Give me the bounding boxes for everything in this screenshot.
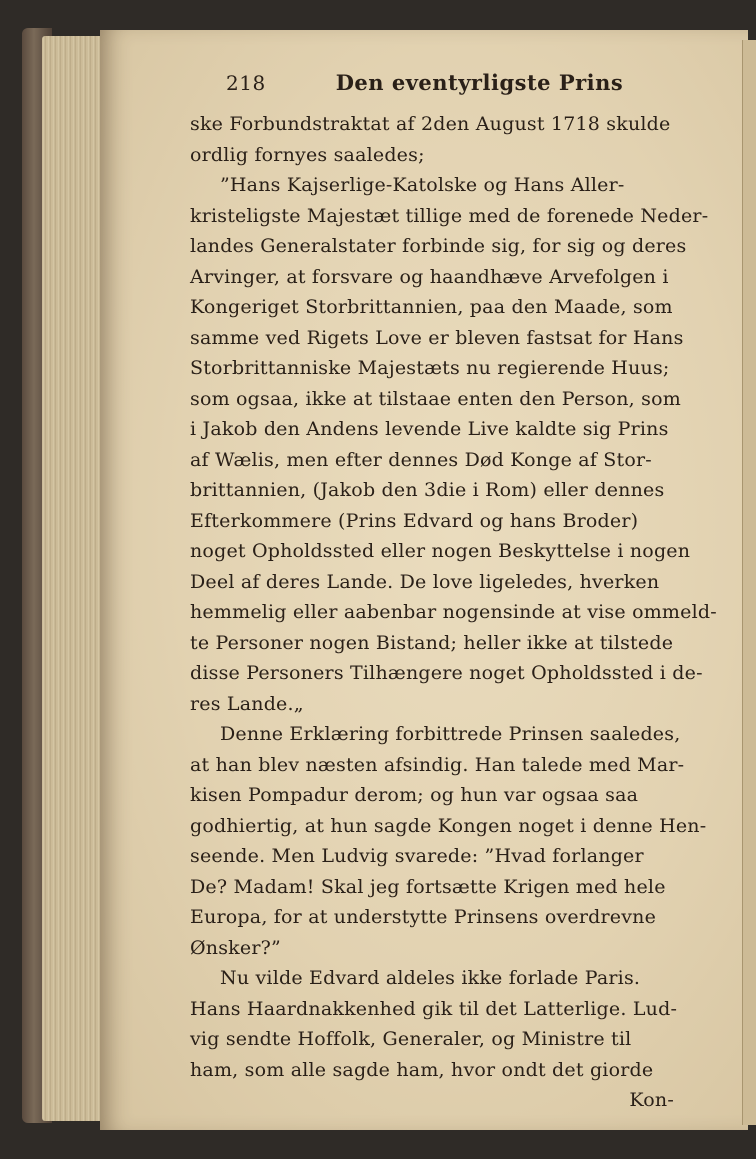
text-line: Hans Haardnakkenhed gik til det Latterlige. Lud- (190, 997, 678, 1020)
text-line: som ogsaa, ikke at tilstaae enten den Person, som (190, 387, 681, 410)
right-page-edge (742, 40, 756, 1125)
text-line: disse Personers Tilhængere noget Opholdssted i de- (190, 662, 703, 684)
text-line: Kongeriget Storbrittannien, paa den Maade, som (190, 296, 673, 318)
text-line: Nu vilde Edvard aldeles ikke forlade Paris. (220, 967, 641, 989)
text-line: landes Generalstater forbinde sig, for sig og deres (190, 235, 687, 257)
text-line: i Jakob den Andens levende Live kaldte sig Prins (190, 418, 669, 440)
text-line: samme ved Rigets Love er bleven fastsat for Hans (190, 326, 684, 349)
text-line: noget Opholdssted eller nogen Beskyttelse i nogen (190, 540, 691, 562)
text-line: Ønsker?” (190, 936, 281, 959)
text-line: ske Forbundstraktat af 2den August 1718 skulde (190, 113, 671, 135)
text-line: Denne Erklæring forbittrede Prinsen saaledes, (220, 723, 681, 745)
text-line: Efterkommere (Prins Edvard og hans Broder) (190, 509, 639, 532)
text-line: vig sendte Hoffolk, Generaler, og Ministre til (190, 1028, 632, 1050)
text-line: Europa, for at understytte Prinsens overdrevne (190, 906, 657, 928)
catchword: Kon- (629, 1089, 674, 1111)
text-line: Arvinger, at forsvare og haandhæve Arvefolgen i (190, 265, 669, 288)
text-line: brittannien, (Jakob den 3die i Rom) eller dennes (190, 479, 665, 501)
text-line: at han blev næsten afsindig. Han talede med Mar- (190, 753, 685, 776)
text-line: res Lande.„ (190, 692, 304, 715)
text-line: Storbrittanniske Majestæts nu regierende Huus; (190, 357, 670, 379)
text-line: hemmelig eller aabenbar nogensinde at vise ommeld- (190, 601, 717, 623)
text-line: ordlig fornyes saaledes; (190, 143, 425, 166)
running-header (226, 70, 680, 95)
text-line: seende. Men Ludvig svarede: ”Hvad forlanger (190, 845, 644, 867)
text-line: te Personer nogen Bistand; heller ikke at tilstede (190, 631, 674, 654)
page-number: 218 (226, 71, 266, 95)
text-line: kisen Pompadur derom; og hun var ogsaa saa (190, 784, 639, 806)
text-line: kristeligste Majestæt tillige med de forenede Neder- (190, 204, 709, 227)
text-line: godhiertig, at hun sagde Kongen noget i denne Hen- (190, 814, 707, 837)
page-text (190, 70, 717, 1116)
text-line: Deel af deres Lande. De love ligeledes, hverken (190, 570, 660, 593)
text-line: De? Madam! Skal jeg fortsætte Krigen med hele (190, 875, 666, 898)
text-line: ”Hans Kajserlige-Katolske og Hans Aller- (220, 174, 625, 196)
text-line: ham, som alle sagde ham, hvor ondt det giorde (190, 1058, 654, 1081)
text-line: af Wælis, men efter dennes Død Konge af Stor- (190, 448, 652, 471)
running-title: Den eventyrligste Prins (335, 70, 624, 95)
